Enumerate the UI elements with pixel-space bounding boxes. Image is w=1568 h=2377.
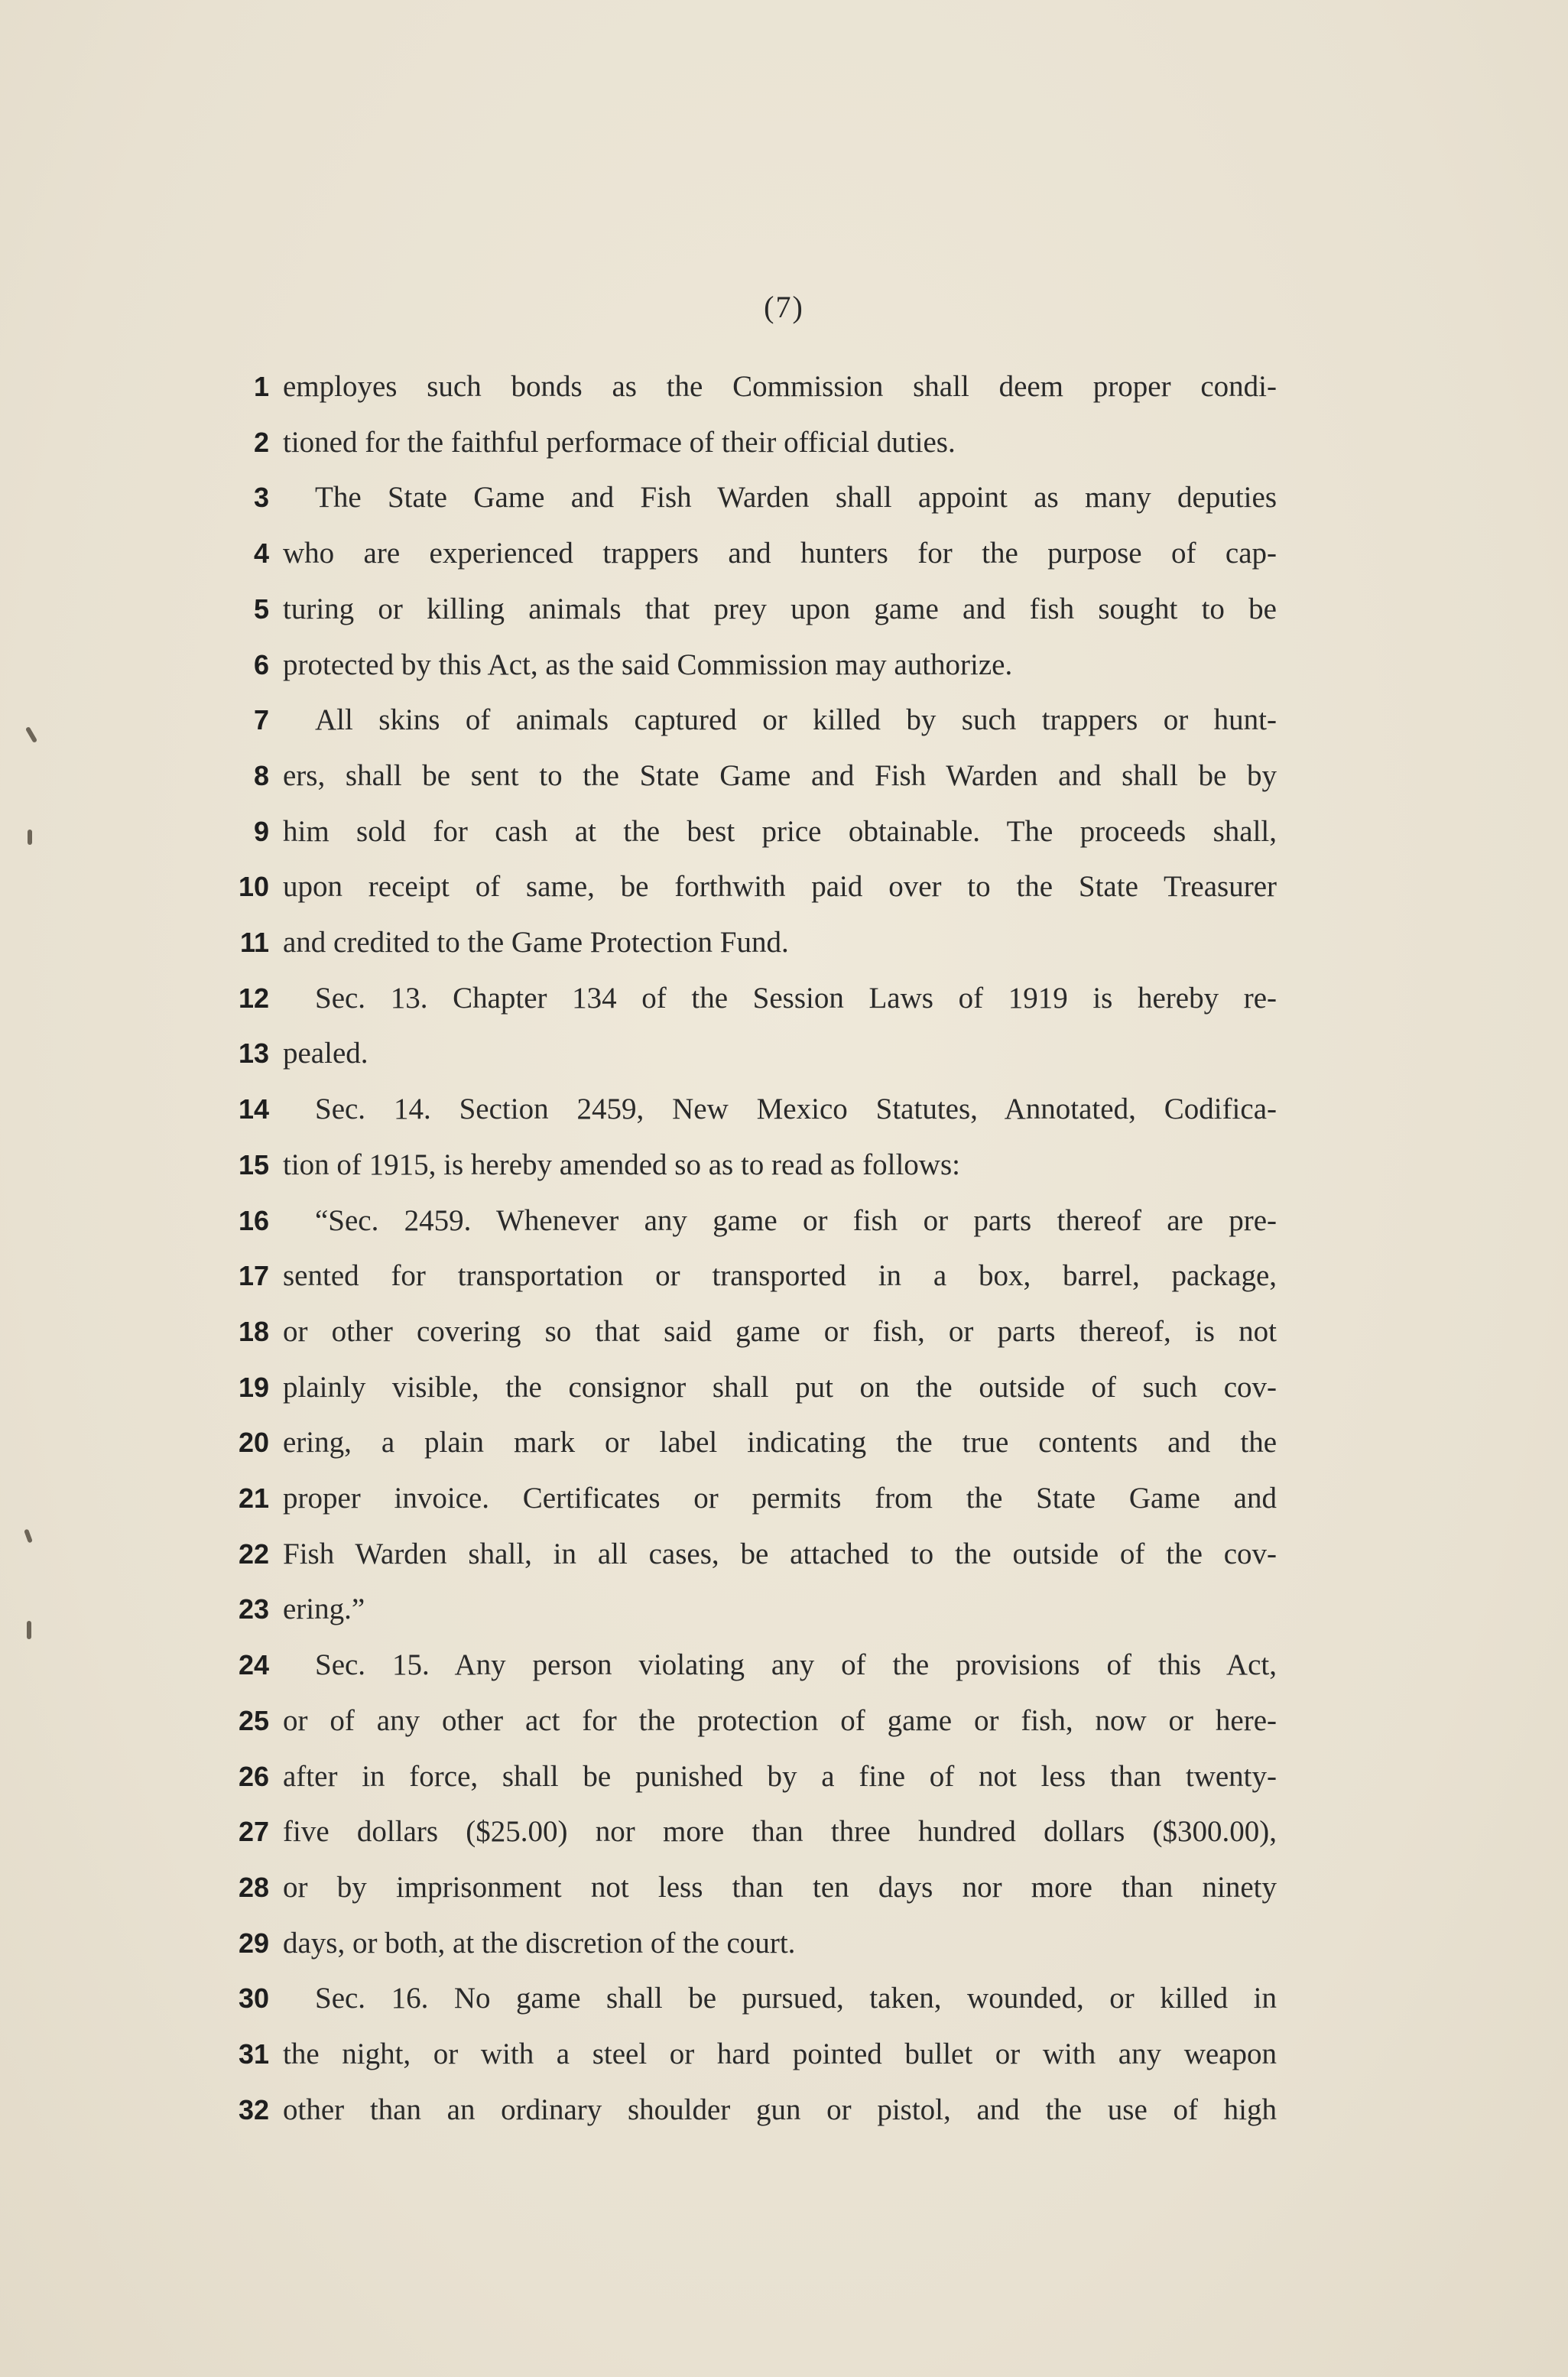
text-line	[0, 1082, 1568, 1137]
line-number: 10	[238, 871, 269, 903]
line-number: 7	[253, 704, 269, 736]
line-text: ers, shall be sent to the State Game and Fish Warden and shall be by	[283, 758, 1277, 792]
line-number: 22	[238, 1538, 269, 1570]
text-line	[0, 1693, 1568, 1749]
line-number: 26	[238, 1760, 269, 1792]
line-text: turing or killing animals that prey upon game and fish sought to be	[283, 592, 1277, 625]
line-text: tion of 1915, is hereby amended so as to read as follows:	[283, 1148, 960, 1181]
text-line	[0, 2083, 1568, 2138]
line-number: 9	[253, 815, 269, 847]
line-text: proper invoice. Certificates or permits from the State Game and	[283, 1482, 1277, 1515]
line-number: 5	[253, 593, 269, 625]
line-number: 13	[238, 1038, 269, 1070]
text-line	[0, 1360, 1568, 1415]
line-number: 32	[238, 2093, 269, 2125]
line-number: 25	[238, 1704, 269, 1736]
line-text: ering, a plain mark or label indicating the true contents and the	[283, 1426, 1277, 1460]
line-text: days, or both, at the discretion of the court.	[283, 1926, 796, 1960]
line-number: 4	[253, 537, 269, 570]
text-line	[0, 859, 1568, 914]
line-text: employes such bonds as the Commission shall deem proper condi-	[283, 370, 1277, 403]
text-line	[0, 1749, 1568, 1804]
line-text: upon receipt of same, be forthwith paid over to the State Treasurer	[283, 870, 1277, 904]
line-number: 20	[238, 1427, 269, 1459]
line-number: 19	[238, 1371, 269, 1403]
text-line	[0, 470, 1568, 525]
line-number: 29	[238, 1927, 269, 1959]
text-line	[0, 582, 1568, 637]
line-text: Sec. 13. Chapter 134 of the Session Laws of 1919 is hereby re-	[315, 981, 1277, 1015]
line-number: 17	[238, 1260, 269, 1292]
line-text: or other covering so that said game or fish, or parts thereof, is not	[283, 1314, 1277, 1348]
line-number: 12	[238, 982, 269, 1014]
text-line	[0, 804, 1568, 859]
line-number: 31	[238, 2038, 269, 2070]
text-line	[0, 748, 1568, 804]
line-number: 2	[253, 426, 269, 458]
line-number: 30	[238, 1982, 269, 2015]
line-text: plainly visible, the consignor shall put on the outside of such cov-	[283, 1370, 1277, 1404]
text-line	[0, 1971, 1568, 2026]
line-number: 3	[253, 482, 269, 514]
line-number: 14	[238, 1093, 269, 1125]
text-line	[0, 971, 1568, 1026]
line-text: All skins of animals captured or killed by such trappers or hunt-	[315, 703, 1277, 737]
line-text: after in force, shall be punished by a fine of not less than twenty-	[283, 1759, 1277, 1793]
line-text: Sec. 15. Any person violating any of the provisions of this Act,	[315, 1648, 1277, 1682]
text-line	[0, 1415, 1568, 1470]
text-line	[0, 1916, 1568, 1971]
line-text: other than an ordinary shoulder gun or pistol, and the use of high	[283, 2093, 1277, 2126]
line-number: 28	[238, 1871, 269, 1903]
line-text: ering.”	[283, 1593, 365, 1626]
line-text: and credited to the Game Protection Fund.	[283, 926, 789, 959]
line-number: 6	[253, 648, 269, 680]
text-line	[0, 693, 1568, 748]
line-number: 21	[238, 1482, 269, 1514]
line-number: 15	[238, 1148, 269, 1180]
line-text: who are experienced trappers and hunters for the purpose of cap-	[283, 537, 1277, 570]
line-text: Sec. 14. Section 2459, New Mexico Statutes, Annotated, Codifica-	[315, 1093, 1277, 1126]
line-number: 18	[238, 1315, 269, 1347]
line-number: 11	[239, 927, 269, 958]
line-text: tioned for the faithful performace of their official duties.	[283, 425, 956, 459]
line-text: sented for transportation or transported in a box, barrel, package,	[283, 1259, 1277, 1293]
line-text: or by imprisonment not less than ten days nor more than ninety	[283, 1870, 1277, 1904]
line-number: 24	[238, 1649, 269, 1681]
text-line	[0, 1860, 1568, 1915]
text-line	[0, 915, 1568, 970]
line-text: protected by this Act, as the said Commission may authorize.	[283, 648, 1013, 681]
text-line	[0, 1804, 1568, 1859]
line-text: The State Game and Fish Warden shall appoint as many deputies	[315, 481, 1277, 515]
text-line	[0, 2027, 1568, 2082]
line-number: 1	[253, 371, 269, 402]
line-number: 23	[238, 1593, 269, 1625]
text-line	[0, 638, 1568, 693]
text-line	[0, 1249, 1568, 1304]
text-line	[0, 415, 1568, 470]
line-text: or of any other act for the protection of game or fish, now or here-	[283, 1703, 1277, 1737]
line-text: him sold for cash at the best price obtainable. The proceeds shall,	[283, 814, 1277, 848]
text-line	[0, 1138, 1568, 1193]
text-line	[0, 1638, 1568, 1693]
line-text: “Sec. 2459. Whenever any game or fish or parts thereof are pre-	[315, 1203, 1277, 1237]
text-line	[0, 1471, 1568, 1526]
text-line	[0, 359, 1568, 414]
page-number: (7)	[764, 290, 804, 324]
text-line	[0, 1193, 1568, 1249]
line-text: Sec. 16. No game shall be pursued, taken, wounded, or killed in	[315, 1982, 1277, 2015]
line-text: pealed.	[283, 1037, 368, 1070]
line-number: 27	[238, 1816, 269, 1848]
text-line	[0, 1026, 1568, 1081]
text-line	[0, 1582, 1568, 1637]
text-line	[0, 1304, 1568, 1359]
line-text: the night, or with a steel or hard pointed bullet or with any weapon	[283, 2038, 1277, 2070]
text-line	[0, 526, 1568, 581]
line-number: 16	[238, 1204, 269, 1236]
text-line	[0, 1527, 1568, 1582]
line-number: 8	[253, 759, 269, 791]
line-text: Fish Warden shall, in all cases, be attached to the outside of the cov-	[283, 1537, 1277, 1570]
line-text: five dollars ($25.00) nor more than three hundred dollars ($300.00),	[283, 1815, 1277, 1849]
